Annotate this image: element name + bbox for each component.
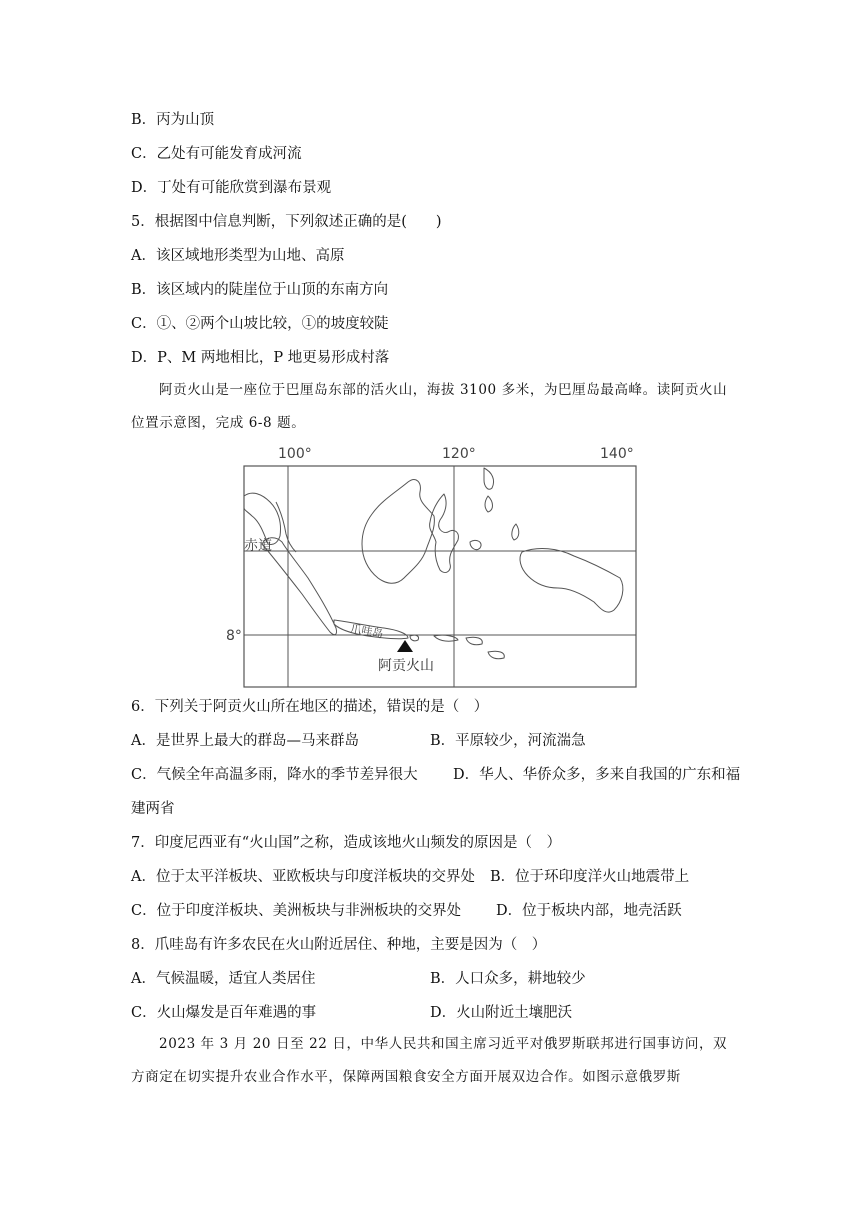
q4-option-b: B．丙为山顶 [131, 112, 215, 128]
lesser-sunda-2 [466, 637, 482, 645]
q4-option-c: C．乙处有可能发育成河流 [131, 146, 302, 162]
q5-stem: 5．根据图中信息判断，下列叙述正确的是( ) [131, 214, 442, 230]
malay-peninsula [276, 502, 296, 552]
q7-option-b: B．位于环印度洋火山地震带上 [490, 869, 690, 885]
q8-option-c: C．火山爆发是百年难遇的事 [131, 1005, 317, 1021]
q8-option-a: A．气候温暖，适宜人类居住 [131, 971, 316, 987]
isle-2 [470, 540, 481, 549]
q7-option-a: A．位于太平洋板块、亚欧板块与印度洋板块的交界处 [131, 869, 475, 885]
volcano-triangle-icon [397, 640, 413, 652]
lat-label-8: 8° [226, 628, 242, 644]
intro-next: 2023 年 3 月 20 日至 22 日，中华人民共和国主席习近平对俄罗斯联邦进行国事访问，双方商定在切实提升农业合作水平，保障两国粮食安全方面开展双边合作。如图示意俄罗斯 [131, 1036, 728, 1085]
isle-3 [512, 524, 519, 540]
borneo-coast [362, 480, 434, 584]
q5-option-d: D．P、M 两地相比，P 地更易形成村落 [131, 350, 390, 366]
lon-label-120: 120° [442, 446, 476, 462]
q8-option-d: D．火山附近土壤肥沃 [430, 1005, 573, 1021]
philippines-coast [484, 468, 494, 489]
lon-label-140: 140° [600, 446, 634, 462]
q6-option-d-cont: 建两省 [131, 801, 175, 817]
intro-6-8: 阿贡火山是一座位于巴厘岛东部的活火山，海拔 3100 多米，为巴厘岛最高峰。读阿贡火山位置示意图，完成 6-8 题。 [131, 382, 728, 431]
q8-option-b: B．人口众多，耕地较少 [430, 971, 586, 987]
q4-option-d: D．丁处有可能欣赏到瀑布景观 [131, 180, 332, 196]
equator-label: 赤道 [244, 538, 272, 554]
q7-option-c: C．位于印度洋板块、美洲板块与非洲板块的交界处 [131, 903, 462, 919]
mainland-coast [244, 493, 281, 544]
sumatra-coast [262, 538, 337, 635]
q5-option-b: B．该区域内的陡崖位于山顶的东南方向 [131, 282, 389, 298]
java-label: 爪哇岛 [349, 622, 385, 641]
volcano-label: 阿贡火山 [378, 658, 434, 674]
bali-coast [410, 635, 419, 641]
q6-option-c: C．气候全年高温多雨，降水的季节差异很大 [131, 767, 418, 783]
q5-option-a: A．该区域地形类型为山地、高原 [131, 248, 345, 264]
q6-option-d: D．华人、华侨众多，多来自我国的广东和福 [453, 767, 741, 783]
q8-stem: 8．爪哇岛有许多农民在火山附近居住、种地，主要是因为（ ） [131, 937, 547, 953]
isle-1 [485, 496, 493, 512]
lon-label-100: 100° [278, 446, 312, 462]
new-guinea-coast [520, 549, 623, 613]
q6-option-a: A．是世界上最大的群岛—马来群岛 [131, 733, 359, 749]
agung-volcano-location-map [222, 438, 642, 690]
q6-option-b: B．平原较少，河流湍急 [430, 733, 586, 749]
q7-stem: 7．印度尼西亚有“火山国”之称，造成该地火山频发的原因是（ ） [131, 835, 562, 851]
q5-option-c: C．①、②两个山坡比较，①的坡度较陡 [131, 316, 389, 332]
q7-option-d: D．位于板块内部，地壳活跃 [496, 903, 682, 919]
q6-stem: 6．下列关于阿贡火山所在地区的描述，错误的是（ ） [131, 699, 489, 715]
timor-coast [488, 651, 504, 659]
